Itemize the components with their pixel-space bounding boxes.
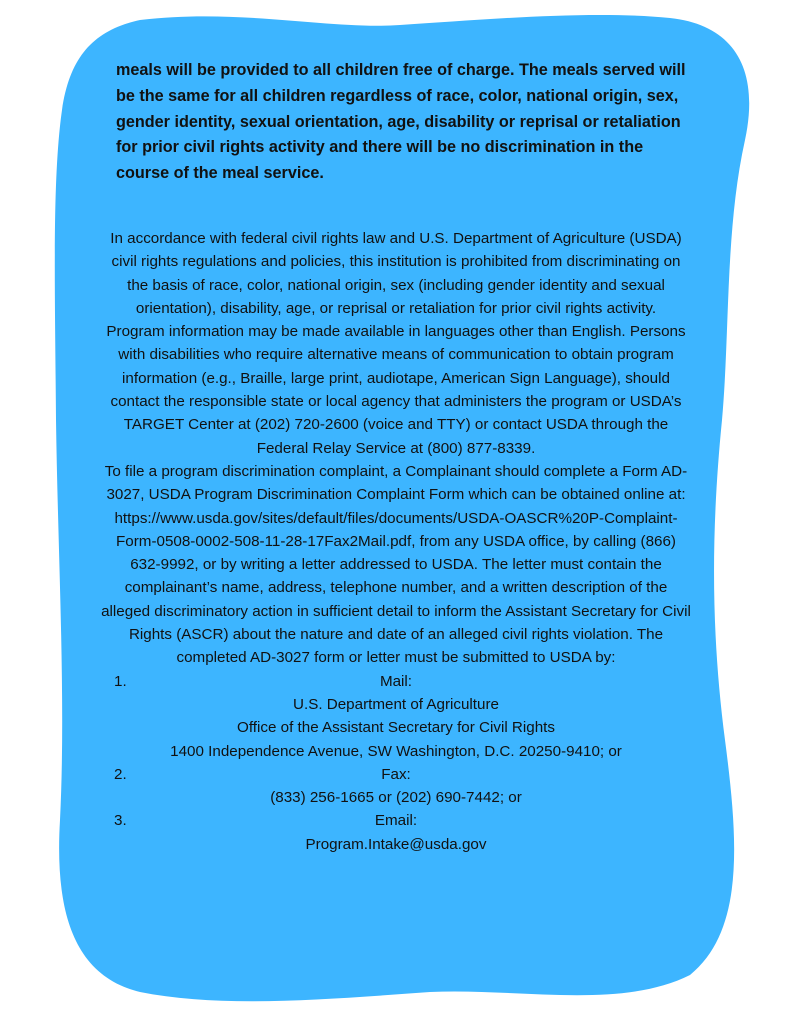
mail-address-line: U.S. Department of Agriculture	[293, 695, 499, 713]
complaint-filing-paragraph: To file a program discrimination complaint, a Complainant should complete a Form AD-3027, USDA Program Discrimination Complaint Form which can be obtained online at: https://www.usda.gov/sites/default/files/documents/USDA-OASCR%20P-Complaint-Form-0508-0002-508-11-28-17Fax2Mail.pdf, from any USDA office, by calling (866) 632-9992, or by writing a letter addressed to USDA. The letter must contain the complainant’s name, address, telephone number, and a written description of the alleged discriminatory action in sufficient detail to inform the Assistant Secretary for Civil Rights (ASCR) about the nature and date of an alleged civil rights violation. The completed AD-3027 form or letter must be submitted to USDA by:	[101, 462, 691, 667]
list-item	[100, 763, 692, 786]
program-information-paragraph: Program information may be made available in languages other than English. Persons with disabilities who require alternative means of communication to obtain program information (e.g., Braille, large print, audiotape, American Sign Language), should contact the responsible state or local agency that administers the program or USDA’s TARGET Center at (202) 720-2600 (voice and TTY) or contact USDA through the Federal Relay Service at (800) 877-8339.	[106, 323, 686, 457]
list-number: 1.	[114, 672, 127, 690]
list-number: 3.	[114, 812, 127, 830]
method-label: Mail:	[379, 672, 413, 690]
method-label: Email:	[374, 812, 418, 830]
mail-address-line: Office of the Assistant Secretary for Civil Rights	[237, 719, 555, 737]
nondiscrimination-statement	[100, 227, 692, 856]
method-label: Fax:	[381, 765, 411, 783]
meal-service-statement: meals will be provided to all children free of charge. The meals served will be the same for all children regardless of race, color, national origin, sex, gender identity, sexual orientation, age, disability or reprisal or retaliation for prior civil rights activity and there will be no discrimination in the course of the meal service.	[116, 61, 686, 183]
fax-numbers-line: (833) 256-1665 or (202) 690-7442; or	[270, 789, 522, 807]
email-address-line: Program.Intake@usda.gov	[305, 835, 487, 853]
submission-method-email	[100, 809, 692, 856]
submission-method-mail	[100, 670, 692, 763]
submission-method-fax	[100, 763, 692, 810]
list-number: 2.	[114, 765, 127, 783]
civil-rights-paragraph: In accordance with federal civil rights law and U.S. Department of Agriculture (USDA) civil rights regulations and policies, this institution is prohibited from discriminating on the basis of race, color, national origin, sex (including gender identity and sexual orientation), disability, age, or reprisal or retaliation for prior civil rights activity.	[110, 230, 682, 317]
list-item	[100, 670, 692, 693]
list-item	[100, 809, 692, 832]
mail-address-line: 1400 Independence Avenue, SW Washington, D.C. 20250-9410; or	[170, 742, 622, 760]
